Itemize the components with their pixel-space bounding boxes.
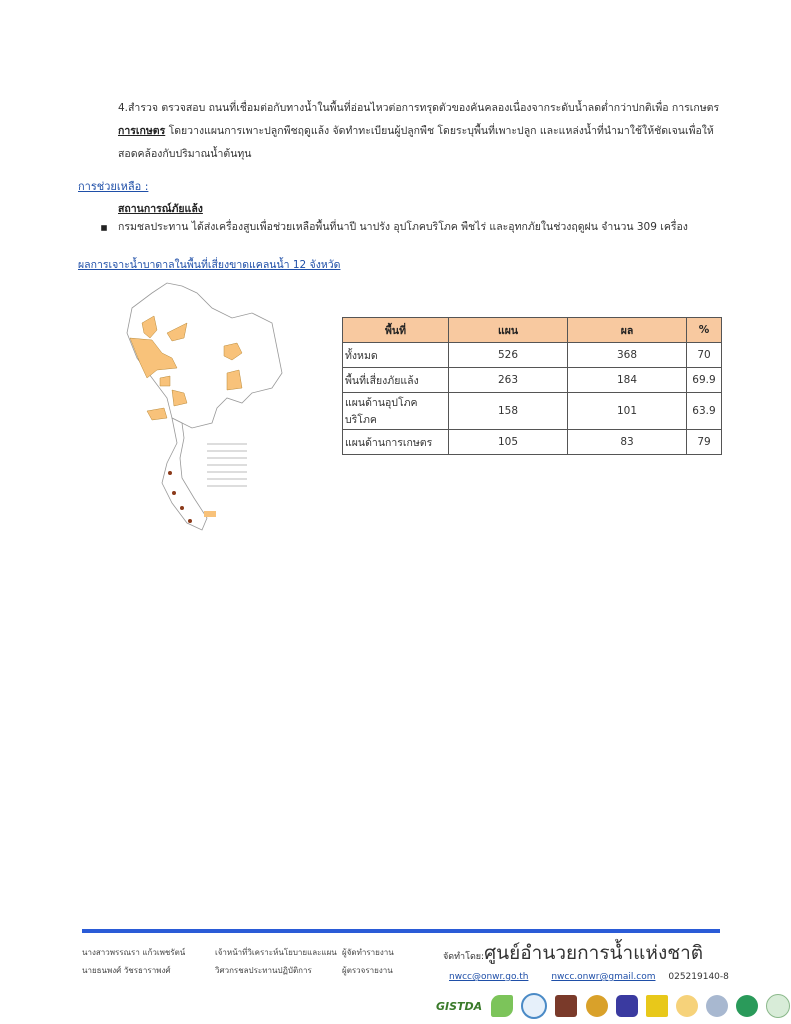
cell-result: 101 (568, 393, 687, 430)
cell-result: 184 (568, 368, 687, 393)
footer-names (82, 944, 185, 980)
legend-row (207, 450, 247, 452)
reviewer-role: ผู้ตรวจรายงาน (342, 966, 393, 975)
assistance-heading: การช่วยเหลือ : (78, 180, 149, 193)
cell-plan: 263 (449, 368, 568, 393)
author-role: ผู้จัดทำรายงาน (342, 948, 394, 957)
table-row (343, 393, 722, 430)
cell-area: ทั้งหมด (343, 343, 449, 368)
reviewer-position: วิศวกรชลประทานปฏิบัติการ (215, 966, 312, 975)
cell-percent: 70 (687, 343, 722, 368)
footer-divider (82, 929, 720, 933)
green-seal-logo-icon (736, 995, 758, 1017)
mountain-logo-icon (706, 995, 728, 1017)
col-result: ผล (568, 318, 687, 343)
cell-plan: 105 (449, 430, 568, 455)
table-header-row (343, 318, 722, 343)
map-highlight-province (160, 376, 170, 386)
col-plan: แผน (449, 318, 568, 343)
cell-percent: 63.9 (687, 393, 722, 430)
col-percent: % (687, 318, 722, 343)
leaf-logo-icon (491, 995, 513, 1017)
shield-logo-icon (555, 995, 577, 1017)
legend-row (207, 485, 247, 487)
light-seal-logo-icon (766, 994, 790, 1018)
cell-result: 83 (568, 430, 687, 455)
agriculture-label: การเกษตร (118, 125, 166, 137)
paragraph-line-3: สอดคล้องกับปริมาณน้ำต้นทุน (118, 148, 252, 160)
cell-area: พื้นที่เสี่ยงภัยแล้ง (343, 368, 449, 393)
arch-logo-icon (521, 993, 547, 1019)
prepared-by-label: จัดทำโดย: (443, 952, 485, 962)
yellow-logo-icon (646, 995, 668, 1017)
drilling-results-table (342, 317, 722, 455)
cell-area: แผนด้านอุปโภคบริโภค (343, 393, 449, 430)
drought-situation-heading: สถานการณ์ภัยแล้ง (118, 203, 203, 215)
cell-result: 368 (568, 343, 687, 368)
flower-logo-icon (676, 995, 698, 1017)
results-heading: ผลการเจาะน้ำบาดาลในพื้นที่เสี่ยงขาดแคลนน้ำ 12 จังหวัด (78, 259, 341, 271)
map-point (188, 519, 192, 523)
paragraph-line-1: 4.สำรวจ ตรวจสอบ ถนนที่เชื่อมต่อกับทางน้ำในพื้นที่อ่อนไหวต่อการทรุดตัวของคันคลองเนื่องจากระดับน้ำลดต่ำกว่าปกติเพื่อ การเกษตร (118, 102, 720, 114)
footer-positions (215, 944, 337, 980)
thailand-map (112, 278, 297, 535)
author-name: นางสาวพรรณรา แก้วเพชรัตน์ (82, 948, 186, 957)
map-point (172, 491, 176, 495)
gistda-logo: GISTDA (436, 999, 483, 1013)
phone-number: 025219140-8 (668, 972, 729, 982)
map-point (180, 506, 184, 510)
contact-line (449, 972, 729, 982)
col-area: พื้นที่ (343, 318, 449, 343)
table-row (343, 343, 722, 368)
legend-row (207, 478, 247, 480)
prepared-by (443, 938, 703, 968)
table-row (343, 368, 722, 393)
cell-plan: 158 (449, 393, 568, 430)
map-point (168, 471, 172, 475)
cell-plan: 526 (449, 343, 568, 368)
map-highlight-province (227, 370, 242, 390)
map-highlight-province (147, 408, 167, 420)
cell-percent: 69.9 (687, 368, 722, 393)
footer-roles (342, 944, 394, 980)
cell-area: แผนด้านการเกษตร (343, 430, 449, 455)
legend-row (207, 443, 247, 445)
legend-swatch (204, 511, 216, 517)
table-row (343, 430, 722, 455)
reviewer-name: นายธนพงศ์ วัชรธาราพงศ์ (82, 966, 171, 975)
paragraph-line-2 (118, 120, 748, 143)
email-link-gmail[interactable]: nwcc.onwr@gmail.com (551, 972, 656, 982)
cell-percent: 79 (687, 430, 722, 455)
map-legend (204, 443, 247, 517)
paragraph-block (118, 97, 748, 166)
email-link-onwr[interactable]: nwcc@onwr.go.th (449, 972, 529, 982)
legend-row (207, 471, 247, 473)
legend-row (207, 457, 247, 459)
paragraph-line-2-text: โดยวางแผนการเพาะปลูกพืชฤดูแล้ง จัดทำทะเบียนผู้ปลูกพืช โดยระบุพื้นที่เพาะปลูก และแหล่งน้ำที่นำมาใช้ให้ชัดเจนเพื่อให้ (165, 125, 714, 137)
org-name: ศูนย์อำนวยการน้ำแห่งชาติ (484, 942, 704, 964)
assistance-bullet-text: กรมชลประทาน ได้ส่งเครื่องสูบเพื่อช่วยเหลือพื้นที่นาปี นาปรัง อุปโภคบริโภค พืชไร่ และอุทกภัยในช่วงฤดูฝน จำนวน 309 เครื่อง (118, 221, 688, 233)
bullet-icon (101, 225, 107, 231)
badge-logo-icon (616, 995, 638, 1017)
legend-row (207, 464, 247, 466)
partner-logos (436, 993, 791, 1019)
emblem-logo-icon (586, 995, 608, 1017)
author-position: เจ้าหน้าที่วิเคราะห์นโยบายและแผน (215, 948, 337, 957)
